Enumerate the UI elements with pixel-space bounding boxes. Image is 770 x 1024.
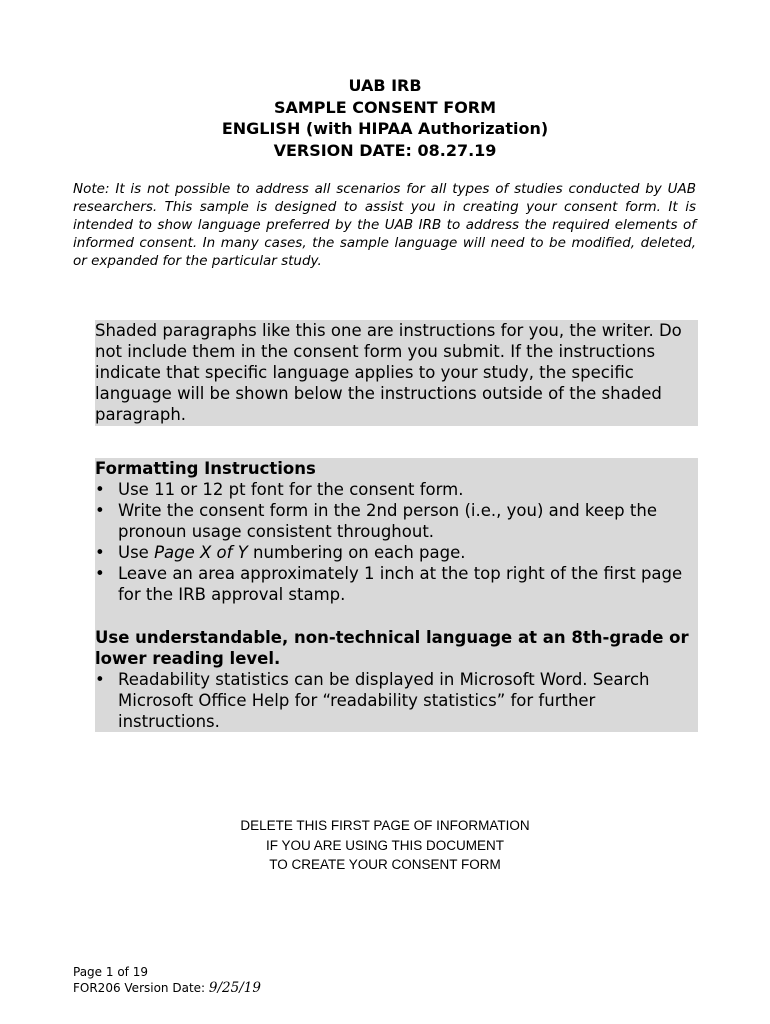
- title-line-form: SAMPLE CONSENT FORM: [273, 97, 497, 117]
- list-item: [95, 563, 698, 605]
- delete-notice-line-1: DELETE THIS FIRST PAGE OF INFORMATION: [240, 818, 530, 833]
- list-item: [95, 669, 698, 732]
- list-item-text: Leave an area approximately 1 inch at the top right of the first page for the IRB approval stamp.: [118, 564, 683, 604]
- shaded-instructions-text: Shaded paragraphs like this one are instructions for you, the writer. Do not include them in the consent form you submit. If the instructions indicate that specific language applies to your study, the specific language will be shown below the instructions outside of the shaded paragraph.: [95, 321, 682, 424]
- bullet-icon: •: [95, 670, 105, 689]
- intro-note: Note: It is not possible to address all scenarios for all types of studies conducted by UAB researchers. This sample is designed to assist you in creating your consent form. It is intended to show language preferred by the UAB IRB to address the required elements of informed consent. In many cases, the sample language will need to be modified, deleted, or expanded for the particular study.: [73, 181, 696, 269]
- formatting-instructions-box: [95, 458, 698, 732]
- footer-version-date: 9/25/19: [208, 980, 261, 996]
- formatting-heading: Formatting Instructions: [95, 459, 316, 478]
- title-line-language: ENGLISH (with HIPAA Authorization): [221, 119, 549, 138]
- shaded-instructions-box: [95, 320, 698, 426]
- list-item-text-italic: Page X of Y: [154, 543, 248, 562]
- title-line-version: VERSION DATE: 08.27.19: [273, 140, 497, 160]
- language-heading: Use understandable, non-technical language at an 8th-grade or lower reading level.: [95, 628, 689, 668]
- section-gap: [95, 605, 698, 627]
- document-title: [0, 75, 770, 161]
- bullet-icon: •: [95, 480, 105, 499]
- bullet-icon: •: [95, 564, 105, 583]
- list-item-text: Use 11 or 12 pt font for the consent form.: [118, 480, 464, 499]
- title-line-irb: UAB IRB: [348, 76, 422, 95]
- bullet-icon: •: [95, 543, 105, 562]
- list-item-text-before: Use: [118, 543, 155, 562]
- list-item-text: Write the consent form in the 2nd person (i.e., you) and keep the pronoun usage consistent throughout.: [118, 501, 657, 541]
- page-footer: [73, 964, 261, 996]
- list-item-text: Readability statistics can be displayed in Microsoft Word. Search Microsoft Office Help for “readability statistics” for further instructions.: [118, 670, 650, 731]
- list-item: [95, 500, 698, 542]
- footer-version: [73, 980, 261, 996]
- delete-page-notice: [0, 816, 770, 875]
- delete-notice-line-2: IF YOU ARE USING THIS DOCUMENT: [265, 837, 505, 853]
- list-item-text-after: numbering on each page.: [247, 543, 466, 562]
- language-list: [95, 669, 698, 732]
- list-item: [95, 479, 698, 500]
- list-item: [95, 542, 698, 563]
- page-number: Page 1 of 19: [73, 965, 148, 979]
- delete-notice-line-3: TO CREATE YOUR CONSENT FORM: [269, 857, 501, 872]
- footer-version-label: FOR206 Version Date:: [73, 981, 209, 995]
- formatting-list: [95, 479, 698, 605]
- bullet-icon: •: [95, 501, 105, 520]
